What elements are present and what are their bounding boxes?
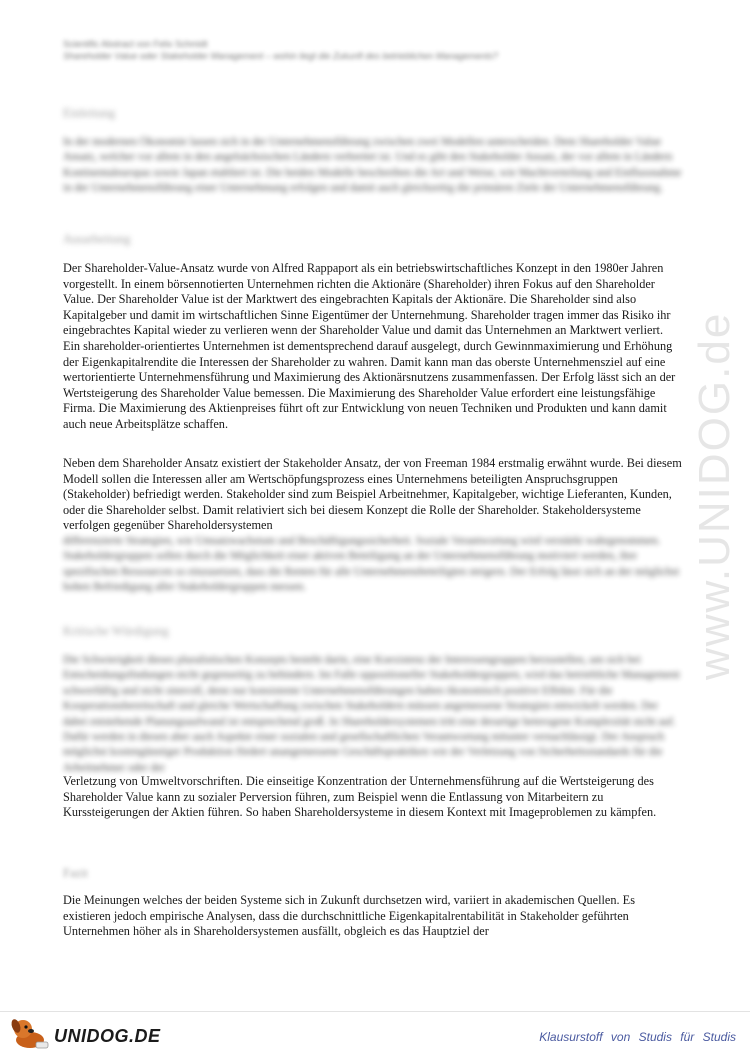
section-title-einleitung: Einleitung <box>63 106 116 120</box>
paragraph-stakeholder-continued: differenzierte Strategien, wie Umsatzwachstum und Beschäftigungssicherheit. Soziale Verantwortung wird verstärkt wahrgenommen. Stakeholdergruppen sollen durch die Möglichkeit einer aktiven Beteiligung an der Unternehmensführung motiviert werden, ihre spezifischen Ressourcen so einzusetzen, dass die Renten für alle Unternehmensbeteiligten steigern. Der Erfolg lässt sich an der möglichst hohen Befriedigung aller Stakeholdergruppen messen. <box>63 535 680 594</box>
header-line-1: Scientific Abstract von Felix Schmidt <box>63 39 208 49</box>
footer-tagline: Klausurstoff von Studis für Studis <box>539 1030 736 1044</box>
document-header <box>63 38 703 62</box>
section-title-fazit: Fazit <box>63 866 88 880</box>
watermark: www.UNIDOG.de <box>690 311 739 680</box>
section-title-ausarbeitung: Ausarbeitung <box>63 232 131 246</box>
section-title-kritik: Kritische Würdigung <box>63 624 169 638</box>
dog-icon <box>6 1012 54 1052</box>
paragraph-stakeholder: Neben dem Shareholder Ansatz existiert der Stakeholder Ansatz, der von Freeman 1984 erstmalig erwähnt wurde. Bei diesem Modell sollen die Interessen aller am Wertschöpfungsprozess eines Unternehmens beteiligten Anspruchsgruppen (Stakeholder) befriedigt werden. Stakeholder sind zum Beispiel Arbeitnehmer, Kapitalgeber, wichtige Lieferanten, Kunden, oder die Shareholder selbst. Damit relativiert sich bei diesem Konzept die Rolle der Shareholder. Stakeholdersysteme verfolgen gegenüber Shareholdersystemen <box>63 456 682 533</box>
header-line-2: Shareholder Value oder Stakeholder Management – wohin liegt die Zukunft des betrieblichen Managements? <box>63 51 498 61</box>
paragraph-kritik-continued: Verletzung von Umweltvorschriften. Die einseitige Konzentration der Unternehmensführung auf die Wertsteigerung des Shareholder Value kann zu sozialer Perversion führen, zum Beispiel wenn die Entlassung von Mitarbeitern zu Kurssteigerungen der Aktien führen. So haben Shareholdersysteme in diesem Kontext mit Imageproblemen zu kämpfen. <box>63 774 657 820</box>
unidog-logo[interactable] <box>6 1012 166 1052</box>
paragraph-einleitung: In der modernen Ökonomie lassen sich in der Unternehmensführung zwischen zwei Modellen unterscheiden. Dem Shareholder Value Ansatz, welcher vor allem in den angelsächsischen Ländern verbreitet ist. Und es gibt den Stakeholder Ansatz, der vor allem in Ländern Kontinentaleuropas sowie Japan etabliert ist. Die beiden Modelle beschreiben die Art und Weise, wie Machtverteilung und Einflussnahme in der Unternehmensführung einer Unternehmung erfolgen und damit auch gleichzeitig die primären Ziele der Unternehmensführung. <box>63 136 682 195</box>
paragraph-shareholder: Der Shareholder-Value-Ansatz wurde von Alfred Rappaport als ein betriebswirtschaftliches Konzept in den 1980er Jahren vorgestellt. In einem börsennotierten Unternehmen richten die Aktionäre (Shareholder) ihren Fokus auf den Shareholder Value. Der Shareholder Value ist der Marktwert des eingebrachten Kapitals der Aktionäre. Die Shareholder sind also Kapitalgeber und damit im wirtschaftlichen Sinne Eigentümer der Unternehmung. Shareholder tragen immer das Risiko ihr eingebrachtes Kapital wieder zu verlieren wenn der Shareholder Value und damit das Unternehmen an Marktwert verliert. Ein shareholder-orientiertes Unternehmen ist dementsprechend darauf ausgelegt, durch Gewinnmaximierung und Erhöhung der Eigenkapitalrendite die Interessen der Shareholder zu wahren. Damit kann man das oberste Unternehmensziel auf eine wertorientierte Unternehmensführung und Maximierung des Aktionärsnutzens zusammenfassen. Der Erfolg lässt sich an der Wertsteigerung des Shareholder Value bemessen. Die Maximierung des Shareholder Value erfordert eine leistungsfähige Firma. Die Maximierung des Aktienpreises führt oft zur Entwicklung von neuen Techniken und Produkten und kann damit auch neue Arbeitsplätze schaffen. <box>63 261 676 431</box>
logo-text: UNIDOG.DE <box>54 1026 161 1046</box>
paragraph-kritik: Die Schwierigkeit dieses pluralistischen Konzepts besteht darin, eine Koexistenz der Interessengruppen herzustellen, um sich bei Entscheidungsfindungen nicht gegenseitig zu behindern. Im Falle oppositioneller Stakeholdergruppen, wird das betriebliche Management schwerfällig und nicht sinnvoll, denn nur konsistente Unternehmensführungen haben ökonomisch positive Effekte. Für die Kooperationsbereitschaft und gleiche Wertschaffung zwischen Stakeholdern müssen angemessene Strategien entwickelt werden. Der dabei entstehende Planungsaufwand ist entsprechend groß. In Shareholdersystemen tritt eine derartige heterogene Komplexität nicht auf. Dafür werden in diesen aber auch Aspekte einer sozialen und gesellschaftlichen Verantwortung mitunter vernachlässigt. Der Anspruch möglichst kostengünstiger Produktion fördert unangemessene Geschäftspraktiken wie der Verletzung von Sicherheitsstandards für die Arbeitnehmer oder der <box>63 654 680 774</box>
paragraph-fazit: Die Meinungen welches der beiden Systeme sich in Zukunft durchsetzen wird, variiert in akademischen Quellen. Es existieren jedoch empirische Analysen, dass die durchschnittliche Eigenkapitalrentabilität in Stakeholder geführten Unternehmen höher als in Shareholdersystemen ausfällt, obgleich es das Hauptziel der <box>63 893 635 939</box>
